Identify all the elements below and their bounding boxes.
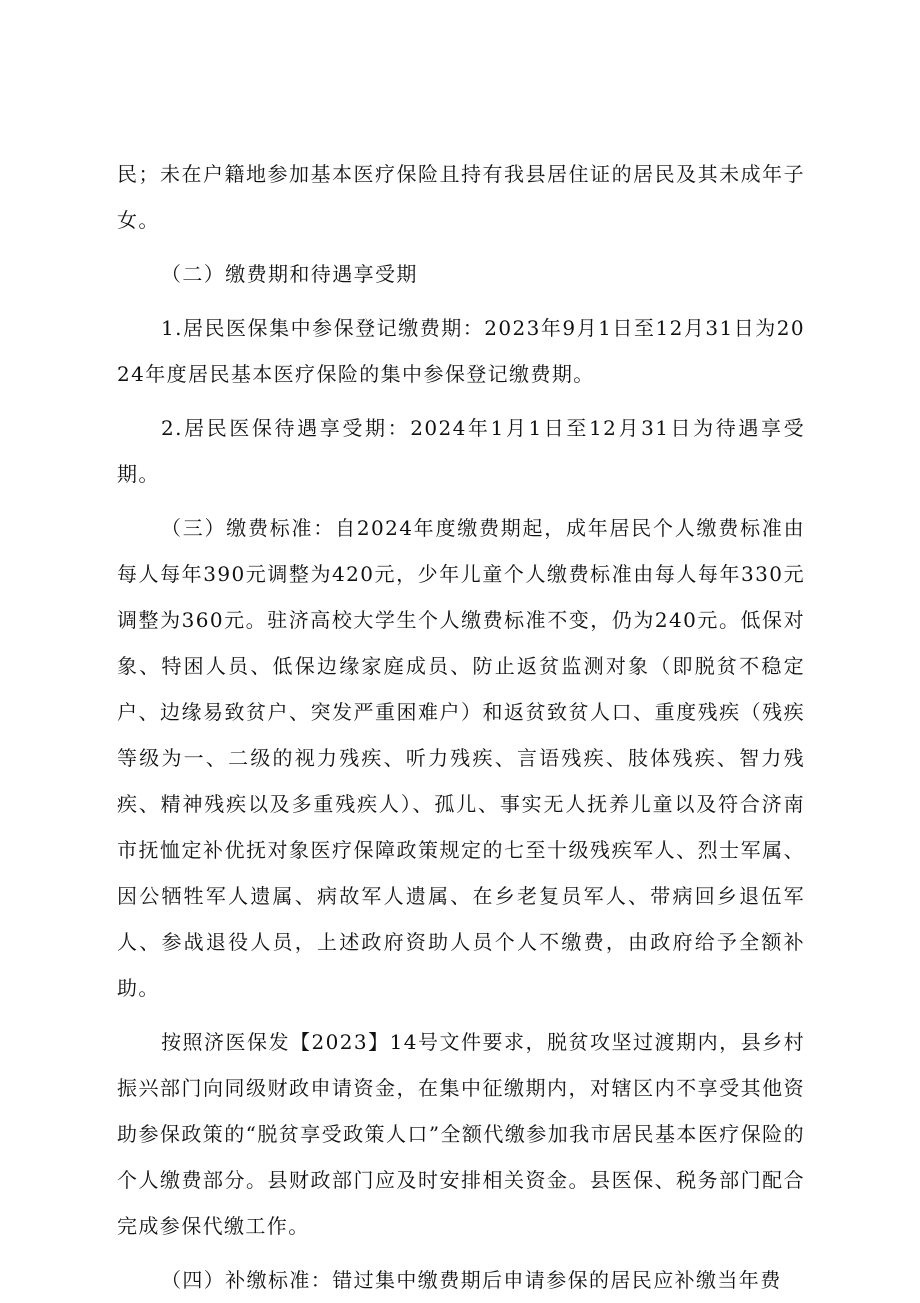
paragraph-poverty-subsidy: 按照济医保发【2023】14号文件要求，脱贫攻坚过渡期内，县乡村振兴部门向同级财政申请资金，在集中征缴期内，对辖区内不享受其他资助参保政策的“脱贫享受政策人口”全额代缴参加我市居民基本医疗保险的个人缴费部分。县财政部门应及时安排相关资金。县医保、税务部门配合完成参保代缴工作。 bbox=[117, 1030, 805, 1238]
document-body bbox=[117, 151, 805, 1303]
paragraph-gap bbox=[117, 497, 805, 505]
section-heading-payment-period: （二）缴费期和待遇享受期 bbox=[161, 262, 418, 286]
paragraph-gap bbox=[117, 1249, 805, 1257]
paragraph-continuation: 民；未在户籍地参加基本医疗保险且持有我县居住证的居民及其未成年子女。 bbox=[117, 162, 805, 232]
paragraph-gap bbox=[117, 297, 805, 305]
paragraph-benefit-period: 2.居民医保待遇享受期：2024年1月1日至12月31日为待遇享受期。 bbox=[117, 416, 805, 486]
paragraph-gap bbox=[117, 1011, 805, 1019]
paragraph-supplementary-payment: （四）补缴标准：错过集中缴费期后申请参保的居民应补缴当年费 bbox=[161, 1268, 782, 1292]
paragraph-gap bbox=[117, 397, 805, 405]
paragraph-gap bbox=[117, 243, 805, 251]
paragraph-registration-period: 1.居民医保集中参保登记缴费期：2023年9月1日至12月31日为2024年度居民基本医疗保险的集中参保登记缴费期。 bbox=[117, 316, 805, 386]
paragraph-payment-standard: （三）缴费标准：自2024年度缴费期起，成年居民个人缴费标准由每人每年390元调整为420元，少年儿童个人缴费标准由每人每年330元调整为360元。驻济高校大学生个人缴费标准不变，仍为240元。低保对象、特困人员、低保边缘家庭成员、防止返贫监测对象（即脱贫不稳定户、边缘易致贫户、突发严重困难户）和返贫致贫人口、重度残疾（残疾等级为一、二级的视力残疾、听力残疾、言语残疾、肢体残疾、智力残疾、精神残疾以及多重残疾人）、孤儿、事实无人抚养儿童以及符合济南市抚恤定补优抚对象医疗保障政策规定的七至十级残疾军人、烈士军属、因公牺牲军人遗属、病故军人遗属、在乡老复员军人、带病回乡退伍军人、参战退役人员，上述政府资助人员个人不缴费，由政府给予全额补助。 bbox=[117, 516, 805, 1000]
